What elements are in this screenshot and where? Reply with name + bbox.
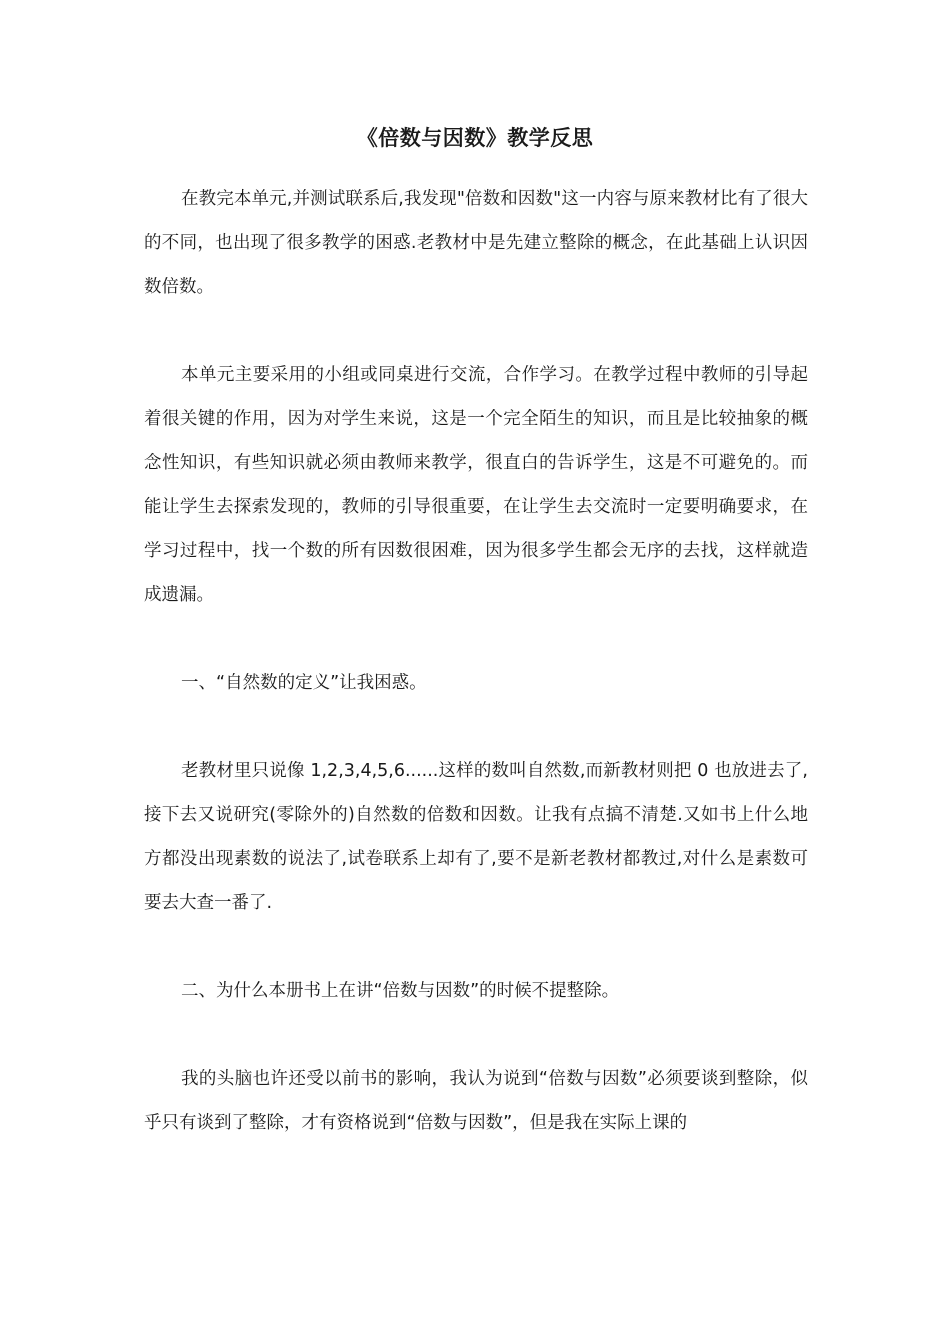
document-body [144,177,808,1145]
paragraph-spacer [144,1013,808,1057]
section-heading-two: 二、为什么本册书上在讲“倍数与因数”的时候不提整除。 [181,981,620,1001]
paragraph-spacer [144,617,808,661]
paragraph-intro: 在教完本单元,并测试联系后,我发现"倍数和因数"这一内容与原来教材比有了很大的不同，也出现了很多教学的困惑.老教材中是先建立整除的概念，在此基础上认识因数倍数。 [144,189,808,297]
paragraph-spacer [144,705,808,749]
paragraph-natural-numbers: 老教材里只说像 1,2,3,4,5,6......这样的数叫自然数,而新教材则把 0 也放进去了,接下去又说研究(零除外的)自然数的倍数和因数。让我有点搞不清楚.又如书上什么地方都没出现素数的说法了,试卷联系上却有了,要不是新老教材都教过,对什么是素数可要去大查一番了. [144,761,808,913]
document-title: 《倍数与因数》教学反思 [356,126,594,150]
paragraph-spacer [144,309,808,353]
paragraph-method: 本单元主要采用的小组或同桌进行交流，合作学习。在教学过程中教师的引导起着很关键的作用，因为对学生来说，这是一个完全陌生的知识，而且是比较抽象的概念性知识，有些知识就必须由教师来教学，很直白的告诉学生，这是不可避免的。而能让学生去探索发现的，教师的引导很重要，在让学生去交流时一定要明确要求，在学习过程中，找一个数的所有因数很困难，因为很多学生都会无序的去找，这样就造成遗漏。 [144,365,808,605]
paragraph-spacer [144,925,808,969]
section-heading-one: 一、“自然数的定义”让我困惑。 [181,673,427,693]
paragraph-divisibility: 我的头脑也许还受以前书的影响，我认为说到“倍数与因数”必须要谈到整除，似乎只有谈到了整除，才有资格说到“倍数与因数”，但是我在实际上课的 [144,1069,808,1133]
